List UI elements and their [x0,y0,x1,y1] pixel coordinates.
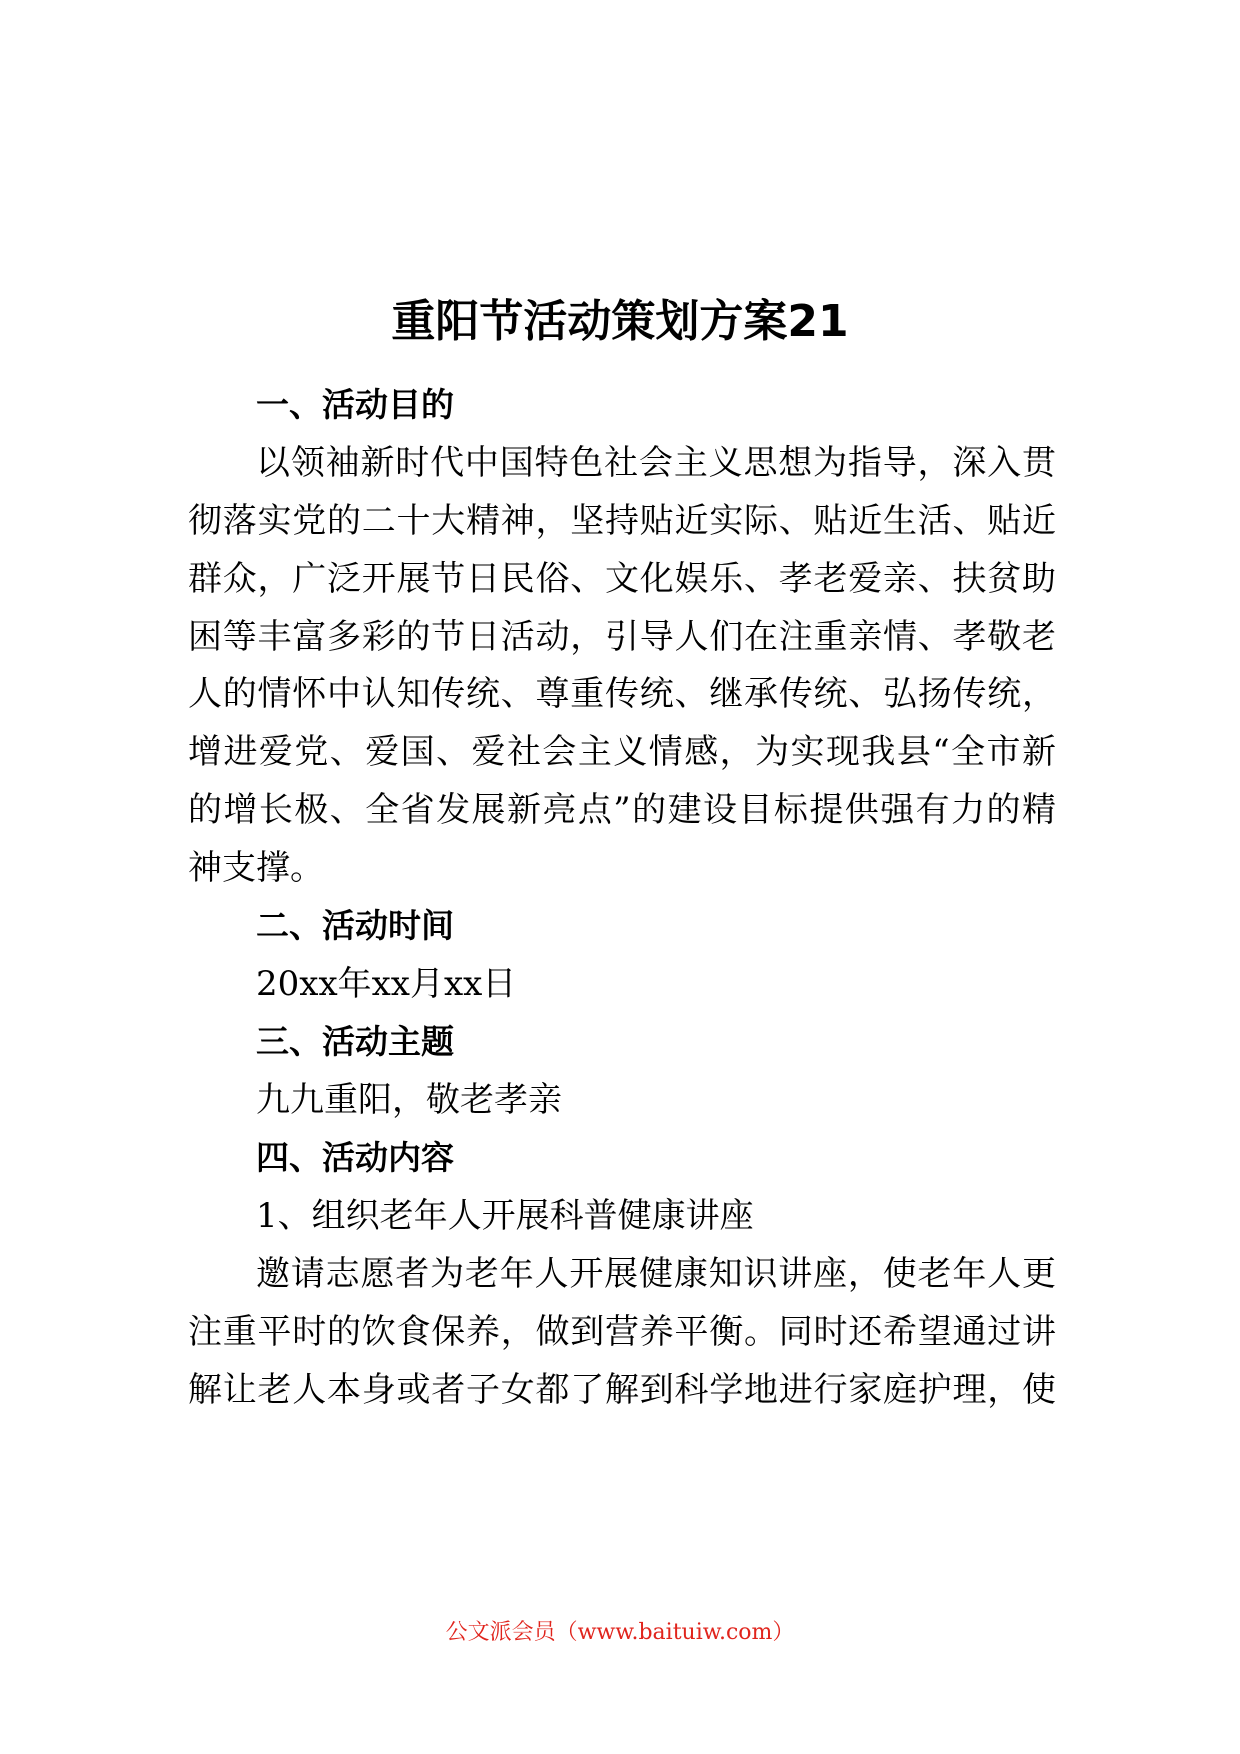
event-theme: 九九重阳，敬老孝亲 [256,1080,562,1120]
paragraph-line: 彻落实党的二十大精神，坚持贴近实际、贴近生活、贴近 [188,501,1056,541]
paragraph-line: 人的情怀中认知传统、尊重传统、继承传统、弘扬传统， [188,674,1056,714]
paragraph-line: 群众，广泛开展节日民俗、文化娱乐、孝老爱亲、扶贫助 [188,559,1056,599]
paragraph-line: 邀请志愿者为老年人开展健康知识讲座，使老年人更 [256,1254,1056,1294]
section-heading-content: 四、活动内容 [256,1138,454,1177]
paragraph-line: 的增长极、全省发展新亮点”的建设目标提供强有力的精 [188,790,1056,830]
document-title: 重阳节活动策划方案21 [391,296,849,347]
footer-watermark: 公文派会员（www.baituiw.com） [445,1620,795,1645]
paragraph-line: 注重平时的饮食保养，做到营养平衡。同时还希望通过讲 [188,1312,1056,1352]
paragraph-line: 神支撑。 [188,848,324,888]
section-heading-purpose: 一、活动目的 [256,385,454,424]
paragraph-line: 解让老人本身或者子女都了解到科学地进行家庭护理，使 [188,1370,1056,1410]
paragraph-line: 困等丰富多彩的节日活动，引导人们在注重亲情、孝敬老 [188,617,1056,657]
paragraph-line: 增进爱党、爱国、爱社会主义情感，为实现我县“全市新 [188,732,1056,772]
section-heading-theme: 三、活动主题 [256,1022,454,1061]
section-heading-time: 二、活动时间 [256,906,454,945]
paragraph-line: 以领袖新时代中国特色社会主义思想为指导，深入贯 [256,443,1056,483]
event-date: 20xx年xx月xx日 [256,964,517,1004]
content-subheading: 1、组织老年人开展科普健康讲座 [256,1196,754,1236]
